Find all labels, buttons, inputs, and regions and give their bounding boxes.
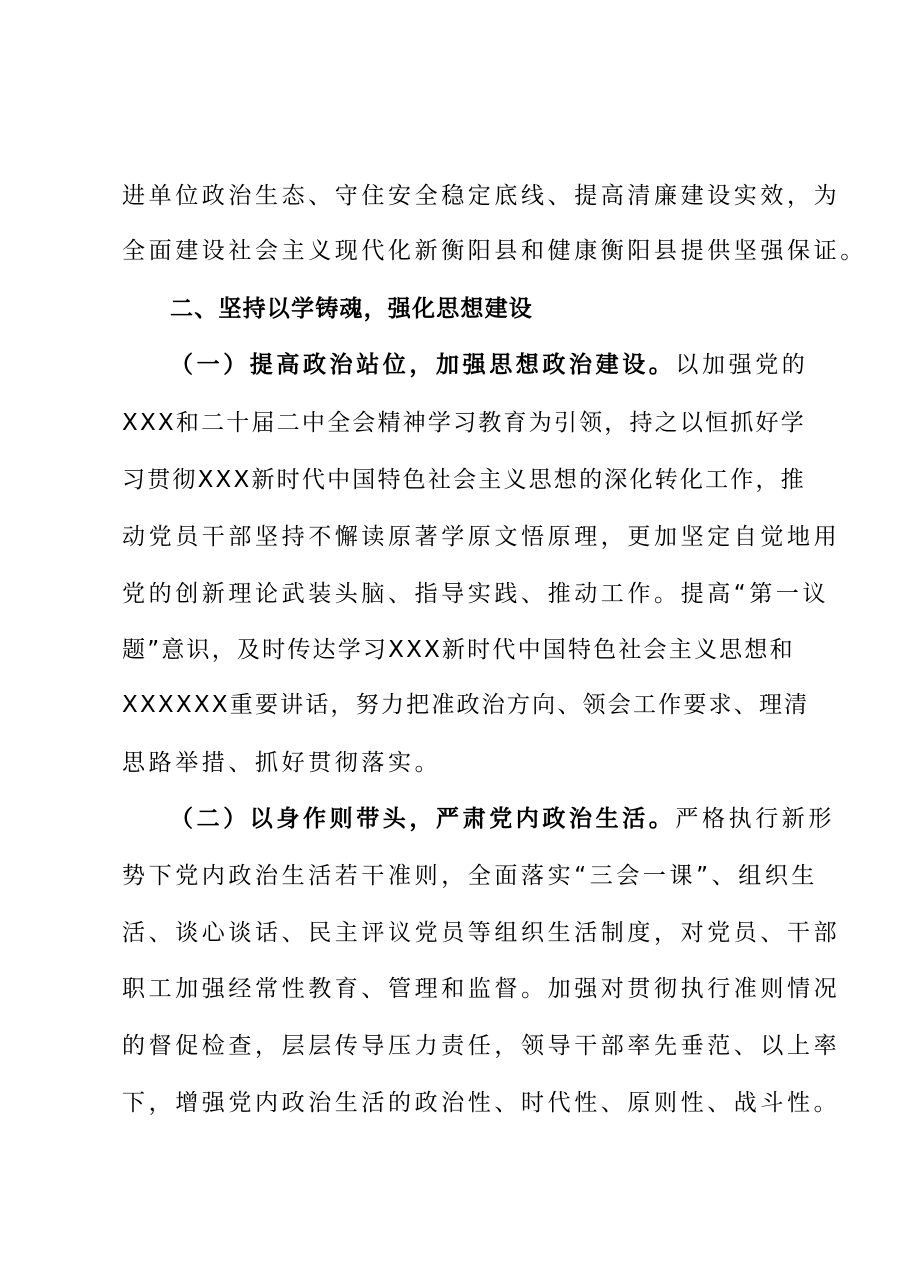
paragraph-1-line-1 bbox=[170, 350, 808, 380]
paragraph-2-line-6: 下，增强党内政治生活的政治性、时代性、原则性、战斗性。 bbox=[122, 1090, 841, 1116]
paragraph-1-line-4: 动党员干部坚持不懈读原著学原文悟原理，更加坚定自觉地用 bbox=[122, 524, 841, 550]
paragraph-1-line-6: 题”意识，及时传达学习XXX新时代中国特色社会主义思想和 bbox=[122, 637, 795, 663]
intro-line-1: 进单位政治生态、守住安全稳定底线、提高清廉建设实效，为 bbox=[122, 183, 841, 209]
paragraph-2-lead: （二）以身作则带头，严肃党内政治生活。 bbox=[170, 806, 676, 832]
paragraph-2-line-1 bbox=[170, 804, 835, 834]
paragraph-2-line-5: 的督促检查，层层传导压力责任，领导干部率先垂范、以上率 bbox=[122, 1033, 841, 1059]
paragraph-1-line-1-rest: 以加强党的 bbox=[675, 352, 809, 378]
paragraph-2-line-3: 活、谈心谈话、民主评议党员等组织生活制度，对党员、干部 bbox=[122, 920, 841, 946]
paragraph-1-line-5: 党的创新理论武装头脑、指导实践、推动工作。提高“第一议 bbox=[122, 581, 830, 607]
paragraph-1-line-2: XXX和二十届二中全会精神学习教育为引领，持之以恒抓好学 bbox=[122, 410, 806, 436]
paragraph-1-line-8: 思路举措、抓好贯彻落实。 bbox=[122, 750, 442, 776]
paragraph-1-line-3: 习贯彻XXX新时代中国特色社会主义思想的深化转化工作，推 bbox=[122, 467, 806, 493]
intro-line-2: 全面建设社会主义现代化新衡阳县和健康衡阳县提供坚强保证。 bbox=[122, 238, 867, 264]
section-heading: 二、坚持以学铸魂，强化思想建设 bbox=[170, 296, 533, 322]
paragraph-2-line-4: 职工加强经常性教育、管理和监督。加强对贯彻执行准则情况 bbox=[122, 976, 841, 1002]
paragraph-1-line-7: XXXXXX重要讲话，努力把准政治方向、领会工作要求、理清 bbox=[122, 692, 810, 718]
paragraph-1-lead: （一）提高政治站位，加强思想政治建设。 bbox=[170, 352, 676, 378]
paragraph-2-line-1-rest: 严格执行新形 bbox=[675, 806, 836, 832]
paragraph-2-line-2: 势下党内政治生活若干准则，全面落实“三会一课”、组织生 bbox=[122, 863, 819, 889]
